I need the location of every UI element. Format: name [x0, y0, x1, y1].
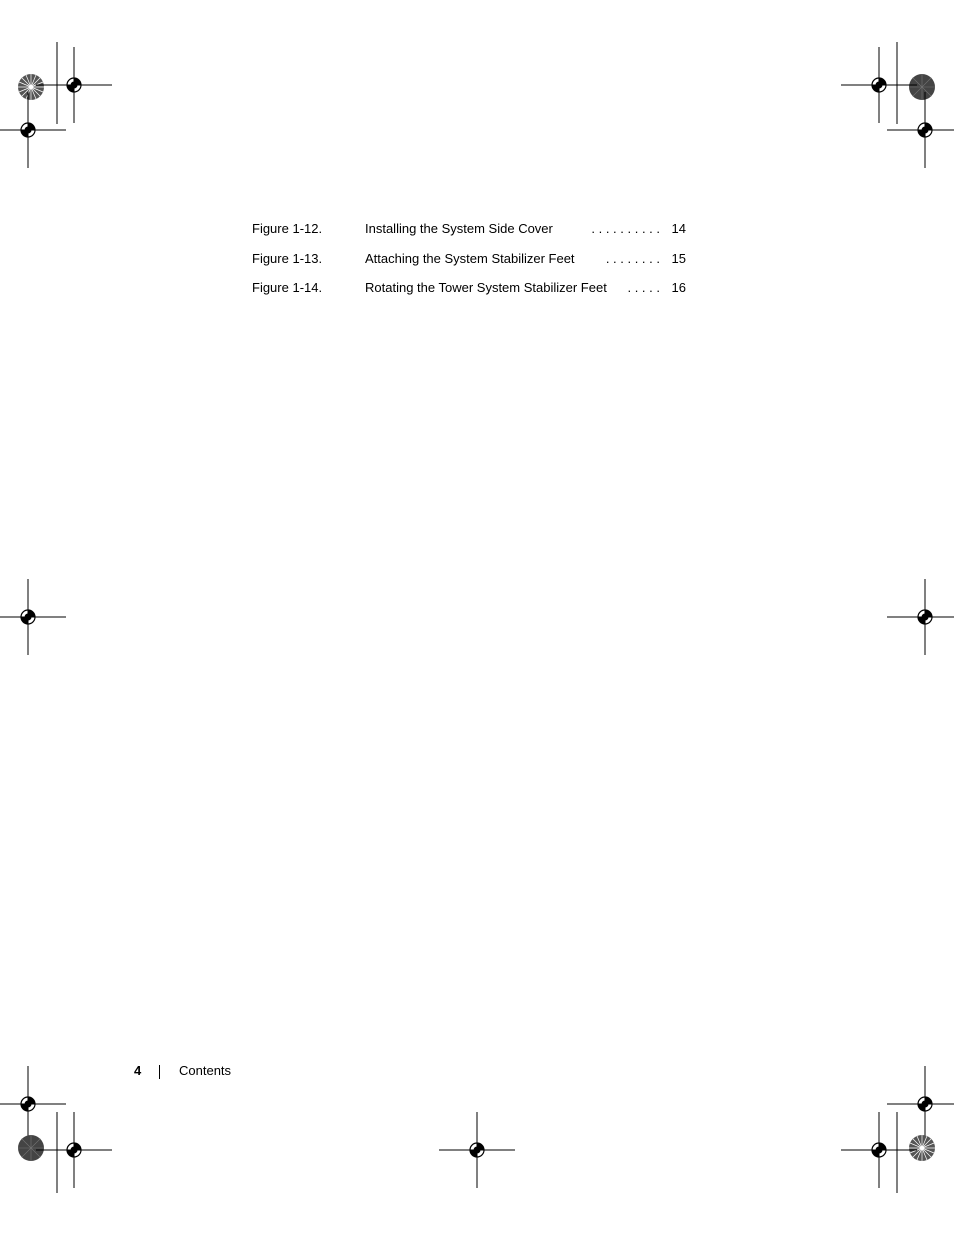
page-number: 16	[671, 280, 686, 295]
footer-page-number: 4	[134, 1063, 142, 1078]
footer-separator	[159, 1065, 160, 1079]
page-number: 14	[671, 221, 686, 236]
figure-number: Figure 1-12.	[252, 221, 323, 236]
footer-section-label: Contents	[179, 1063, 232, 1078]
toc-entry[interactable]	[252, 219, 686, 239]
dot-leader: . . . . .	[627, 280, 660, 295]
figure-title: Installing the System Side Cover	[365, 221, 553, 236]
dot-leader: . . . . . . . . . .	[591, 221, 660, 236]
figure-number: Figure 1-13.	[252, 251, 323, 266]
figure-title: Rotating the Tower System Stabilizer Feet	[365, 280, 607, 295]
toc-entry[interactable]	[252, 249, 686, 269]
figure-number: Figure 1-14.	[252, 280, 323, 295]
page-number: 15	[671, 251, 686, 266]
toc-entry[interactable]	[252, 278, 686, 298]
figure-title: Attaching the System Stabilizer Feet	[365, 251, 575, 266]
dot-leader: . . . . . . . .	[605, 251, 660, 266]
